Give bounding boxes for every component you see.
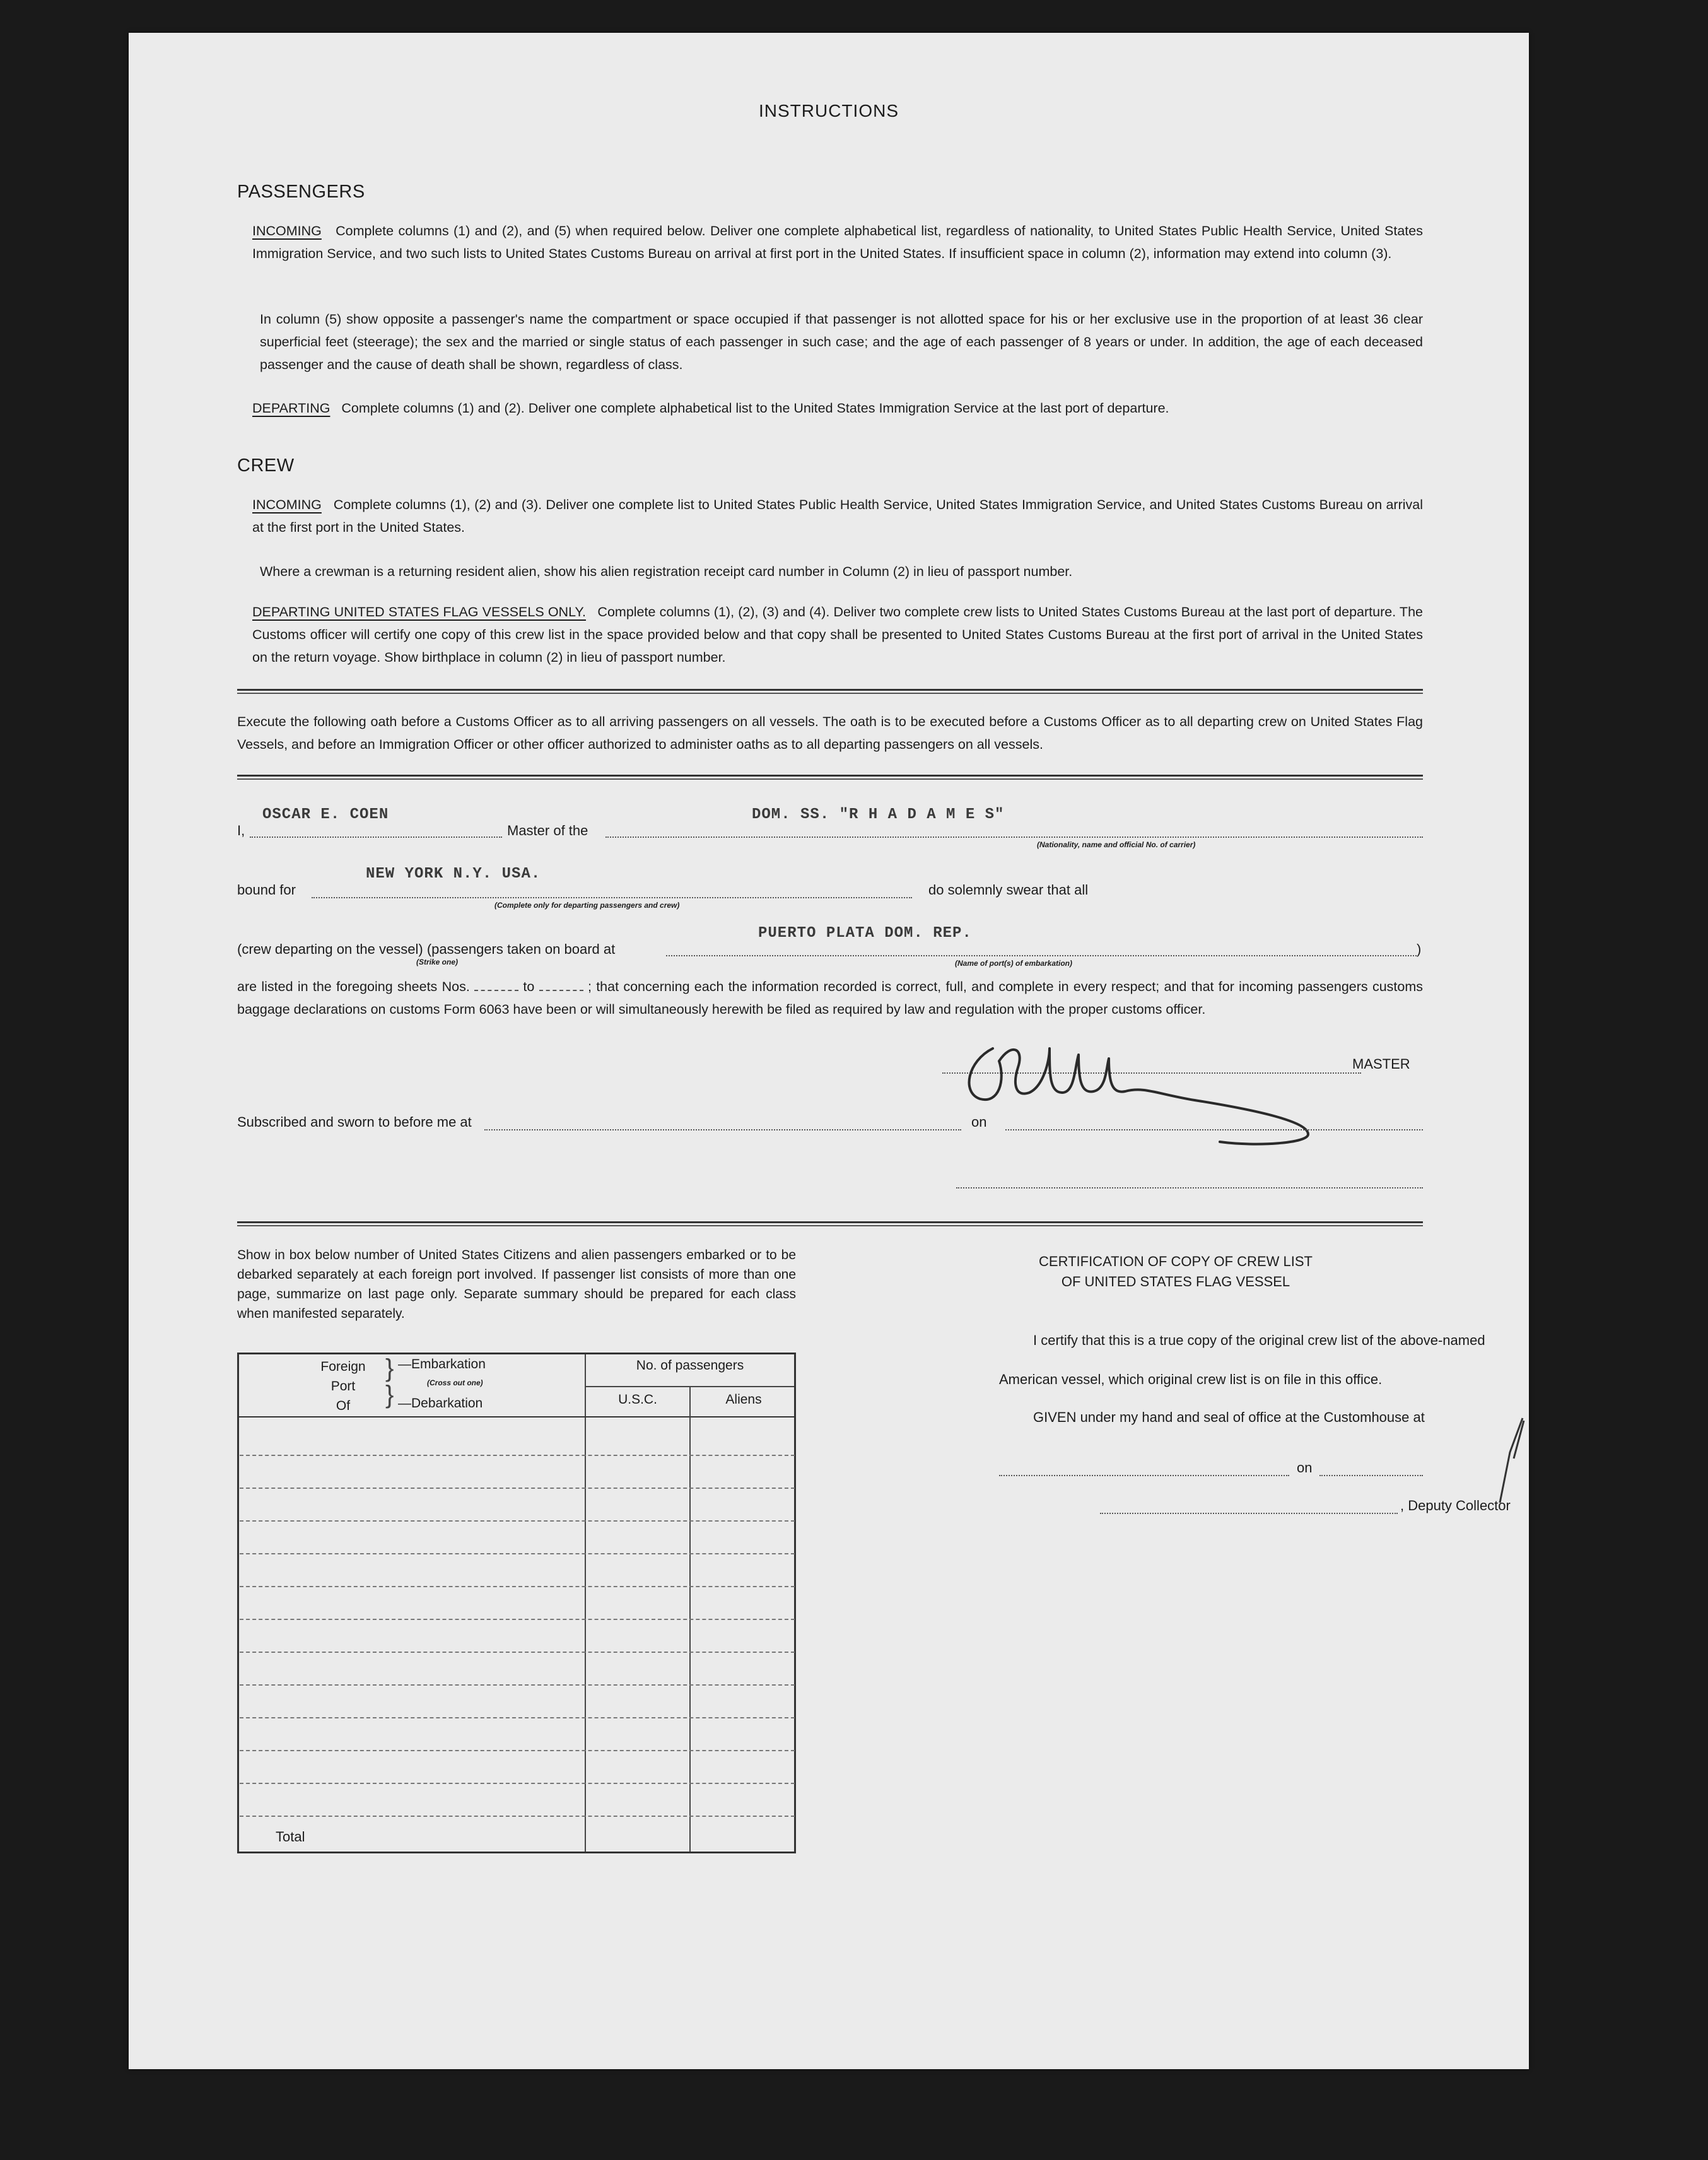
- master-name: OSCAR E. COEN: [262, 806, 389, 823]
- crew-heading: CREW: [237, 455, 295, 476]
- foreign-label: Foreign: [320, 1359, 366, 1374]
- sheet-from-field[interactable]: [474, 990, 518, 991]
- port-label: Port: [330, 1379, 356, 1394]
- certification-title-line2: OF UNITED STATES FLAG VESSEL: [1061, 1274, 1290, 1289]
- table-row: [240, 1455, 795, 1456]
- passenger-summary-table: [237, 1353, 796, 1853]
- crew-departing-line-label: (crew departing on the vessel) (passengers taken on board at: [237, 941, 616, 957]
- deputy-collector-label: , Deputy Collector: [1400, 1498, 1511, 1513]
- subscribed-place-line[interactable]: [484, 1129, 961, 1130]
- oath-intro: Execute the following oath before a Customs Officer as to all arriving passengers on all vessels. The oath is to be executed before a Customs Officer as to all departing crew on United States Flag Vessels, and before an Immigration Officer or other officer authorized to administer oaths as to all departing passengers on all vessels.: [237, 714, 1423, 752]
- embark-port: PUERTO PLATA DOM. REP.: [758, 925, 972, 942]
- table-row: [240, 1488, 795, 1489]
- separator-3: [237, 1221, 1423, 1226]
- subscribed-label: Subscribed and sworn to before me at: [237, 1114, 472, 1130]
- table-row: [240, 1684, 795, 1686]
- no-of-passengers-label: No. of passengers: [586, 1358, 794, 1387]
- customhouse-line[interactable]: [999, 1475, 1289, 1476]
- master-signature-graphic: [955, 1023, 1359, 1149]
- certification-on-label: on: [1297, 1460, 1313, 1476]
- certification-title-line1: CERTIFICATION OF COPY OF CREW LIST: [1039, 1253, 1313, 1269]
- of-label: Of: [336, 1399, 351, 1413]
- brace-bottom: }: [385, 1381, 394, 1409]
- table-row: [240, 1816, 795, 1817]
- passengers-heading: PASSENGERS: [237, 182, 365, 202]
- passengers-incoming-text2: In column (5) show opposite a passenger's name the compartment or space occupied if that passenger is not allotted space for his or her exclusive use in the proportion of at least 36 clear superficial feet (steerage); the sex and the married or single status of each passenger in such case; and the age of each passenger of 8 years or under. In addition, the age of each deceased passenger and the cause of death shall be shown, regardless of class.: [260, 312, 1423, 372]
- crew-incoming-label: INCOMING: [252, 497, 322, 512]
- sheet-to-field[interactable]: [539, 990, 583, 991]
- passenger-count-header: [585, 1354, 795, 1417]
- bound-for-line[interactable]: [312, 897, 912, 898]
- vessel-line[interactable]: [605, 836, 1423, 838]
- table-row: [240, 1586, 795, 1587]
- officer-signature-line[interactable]: [956, 1187, 1423, 1189]
- usc-header: U.S.C.: [618, 1392, 657, 1407]
- passengers-departing-block: [252, 397, 1423, 420]
- master-name-line[interactable]: [250, 836, 502, 838]
- table-row: [240, 1553, 795, 1554]
- separator-1: [237, 689, 1423, 694]
- usc-column[interactable]: [585, 1417, 690, 1853]
- form-page: [129, 33, 1529, 2069]
- aliens-header: Aliens: [725, 1392, 762, 1407]
- summary-instructions: Show in box below number of United States Citizens and alien passengers embarked or to be debarked separately at each foreign port involved. If passenger list consists of more than one page, summarize on last page only. Separate summary should be prepared for each class when manifested separately.: [237, 1248, 796, 1321]
- table-row: [240, 1717, 795, 1718]
- subscribed-on-label: on: [971, 1114, 987, 1130]
- brace-top: }: [385, 1354, 394, 1382]
- embarkation-label[interactable]: —Embarkation: [398, 1357, 486, 1371]
- bound-for-value: NEW YORK N.Y. USA.: [366, 866, 541, 883]
- strike-caption: (Strike one): [416, 958, 459, 966]
- cross-out-caption: (Cross out one): [427, 1378, 483, 1387]
- table-row: [240, 1652, 795, 1653]
- listed-text-a: are listed in the foregoing sheets Nos.: [237, 979, 470, 994]
- crew-incoming-block: [252, 493, 1423, 539]
- bound-caption: (Complete only for departing passengers and crew): [494, 901, 680, 910]
- crew-incoming-text2: Where a crewman is a returning resident alien, show his alien registration receipt card number in Column (2) in lieu of passport number.: [260, 564, 1073, 579]
- oath-i-label: I,: [237, 823, 245, 838]
- crew-incoming-text: Complete columns (1), (2) and (3). Deliver one complete list to United States Public Health Service, United States Immigration Service, and United States Customs Bureau on arrival at the first port in the United States.: [252, 497, 1423, 535]
- vessel-caption: (Nationality, name and official No. of carrier): [1037, 840, 1196, 849]
- embark-port-line[interactable]: [666, 955, 1417, 956]
- table-row: [240, 1750, 795, 1751]
- table-row: [240, 1783, 795, 1784]
- crew-departing-label: DEPARTING UNITED STATES FLAG VESSELS ONLY.: [252, 604, 586, 619]
- passengers-incoming-text: Complete columns (1) and (2), and (5) when required below. Deliver one complete alphabetical list, regardless of nationality, to United States Public Health Service, United States Immigration Service, and two such lists to United States Customs Bureau on arrival at first port in the United States. If insufficient space in column (2), information may extend into column (3).: [252, 223, 1423, 261]
- listed-text-b: ; that concerning each the information recorded is correct, full, and complete in every respect; and that for incoming passengers customs baggage declarations on customs Form 6063 have been or will simultaneously herewith be filed as required by law and regulation with the proper customs officer.: [237, 979, 1423, 1017]
- table-row: [240, 1619, 795, 1620]
- foreign-port-header: [238, 1354, 586, 1417]
- master-label: MASTER: [1352, 1056, 1410, 1072]
- certification-line1: I certify that this is a true copy of the original crew list of the above-named: [1033, 1332, 1485, 1348]
- passengers-departing-label: DEPARTING: [252, 401, 330, 416]
- embark-caption: (Name of port(s) of embarkation): [955, 959, 1073, 968]
- master-of-label: Master of the: [507, 823, 588, 838]
- port-column[interactable]: [238, 1417, 586, 1853]
- passengers-incoming-label: INCOMING: [252, 223, 322, 238]
- subscribed-date-line[interactable]: [1005, 1129, 1423, 1130]
- page-title: INSTRUCTIONS: [759, 101, 899, 120]
- deputy-collector-line[interactable]: [1100, 1513, 1398, 1514]
- crew-departing-text: Complete columns (1), (2), (3) and (4). Deliver two complete crew lists to United States Customs Bureau at the last port of departure. The Customs officer will certify one copy of this crew list in the space provided below and that copy shall be presented to United States Customs Bureau at the first port of arrival in the United States on the return voyage. Show birthplace in column (2) in lieu of passport number.: [252, 604, 1423, 665]
- close-paren: ): [1417, 941, 1422, 957]
- certification-line3: GIVEN under my hand and seal of office at the Customhouse at: [1033, 1409, 1425, 1425]
- listed-to: to: [523, 979, 535, 994]
- total-label: Total: [276, 1829, 305, 1845]
- swear-label: do solemnly swear that all: [928, 882, 1089, 898]
- crew-departing-block: [252, 601, 1423, 669]
- certification-date-line[interactable]: [1319, 1475, 1423, 1476]
- listed-paragraph: [237, 975, 1423, 1021]
- table-row: [240, 1520, 795, 1522]
- passengers-departing-text: Complete columns (1) and (2). Deliver one complete alphabetical list to the United States Immigration Service at the last port of departure.: [341, 401, 1169, 416]
- debarkation-label[interactable]: —Debarkation: [398, 1396, 483, 1411]
- separator-2: [237, 775, 1423, 780]
- passengers-incoming-block: [252, 220, 1423, 265]
- vessel-name: DOM. SS. "R H A D A M E S": [752, 806, 1005, 823]
- certification-line2: American vessel, which original crew list is on file in this office.: [999, 1371, 1383, 1387]
- pen-stroke-mark: [1485, 1414, 1535, 1509]
- bound-for-label: bound for: [237, 882, 296, 898]
- aliens-column[interactable]: [690, 1417, 795, 1853]
- certification-title: [999, 1252, 1352, 1292]
